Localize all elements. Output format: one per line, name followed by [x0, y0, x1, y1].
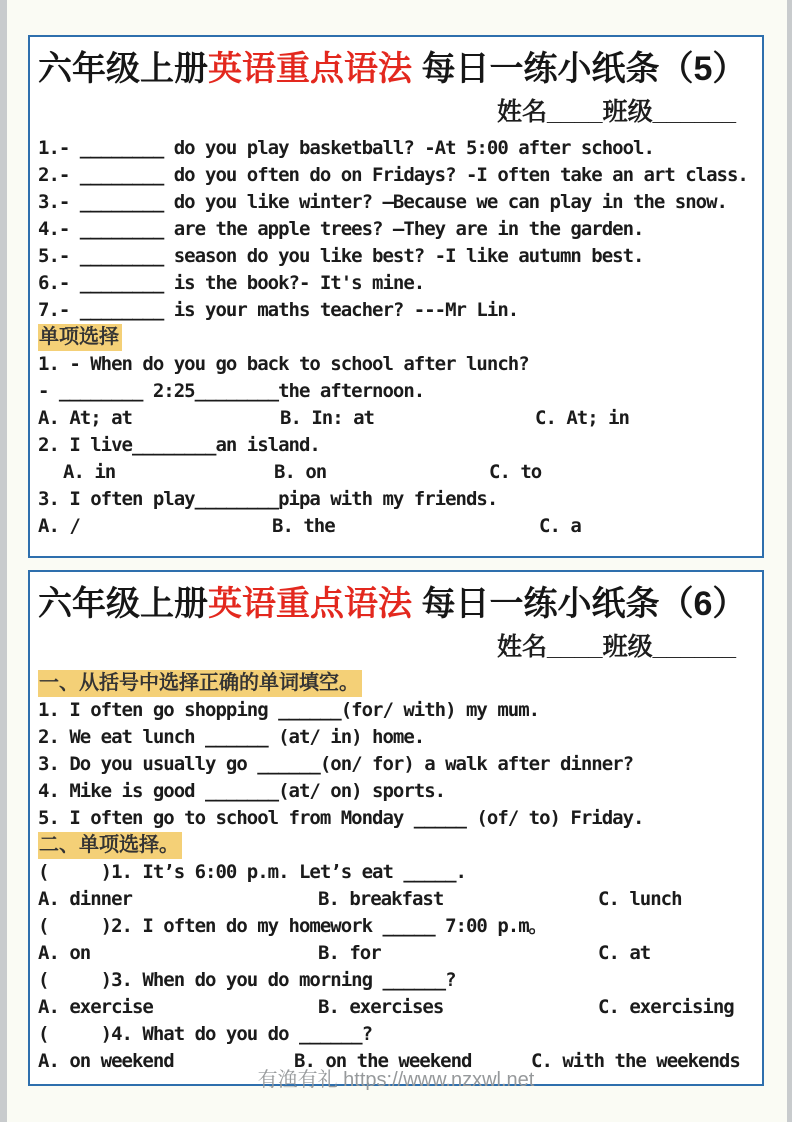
- mc-question-line: ( )2. I often do my homework _____ 7:00 p.m。: [38, 915, 547, 937]
- mc-option: B. on: [274, 461, 327, 483]
- fill-question-line: 1. I often go shopping ______(for/ with) my mum.: [38, 699, 540, 721]
- mc-option: A. on weekend: [38, 1050, 174, 1072]
- mc-option: A. /: [38, 515, 80, 537]
- page-edge-right: [787, 0, 792, 1122]
- mc-option: A. exercise: [38, 996, 153, 1018]
- fill-question-line: 5.- ________ season do you like best? -I like autumn best.: [38, 245, 644, 267]
- fill-question-line: 3.- ________ do you like winter? —Because we can play in the snow.: [38, 191, 727, 213]
- card6-title-rest: 每日一练小纸条（6）: [412, 585, 747, 623]
- card5-title-subject-red: 英语重点语法: [208, 50, 412, 88]
- mc-option: B. In: at: [280, 407, 374, 429]
- mc-option-row: [30, 513, 762, 540]
- card5-name-class-line: 姓名____班级______: [496, 98, 736, 126]
- mc-question-line: 2. I live________an island.: [38, 434, 320, 456]
- mc-option: B. exercises: [318, 996, 444, 1018]
- mc-option: A. At; at: [38, 407, 132, 429]
- mc-option: A. on: [38, 942, 91, 964]
- card6-name-class-line: 姓名____班级______: [496, 633, 736, 661]
- fill-question-line: 7.- ________ is your maths teacher? ---Mr Lin.: [38, 299, 519, 321]
- card5-section-header-row: [30, 324, 762, 351]
- fill-question-line: 3. Do you usually go ______(on/ for) a walk after dinner?: [38, 753, 634, 775]
- mc-option: C. a: [539, 515, 581, 537]
- card5-section-header: 单项选择: [38, 324, 122, 351]
- page-edge-left: [0, 0, 7, 1122]
- mc-option: B. breakfast: [318, 888, 444, 910]
- mc-question-line: ( )4. What do you do ______?: [38, 1023, 373, 1045]
- mc-option-row: [30, 459, 762, 486]
- mc-option: C. with the weekends: [531, 1050, 740, 1072]
- fill-question-line: 4.- ________ are the apple trees? —They are in the garden.: [38, 218, 644, 240]
- mc-option: C. lunch: [598, 888, 682, 910]
- worksheet-card-6: [28, 570, 764, 1086]
- mc-question-line: 1. - When do you go back to school after lunch?: [38, 353, 529, 375]
- mc-option: C. At; in: [535, 407, 629, 429]
- mc-option-row: [30, 886, 762, 913]
- mc-option: C. to: [489, 461, 542, 483]
- card6-section1-header-row: [30, 670, 762, 697]
- mc-option: B. for: [318, 942, 381, 964]
- card5-fill-question-list: [30, 135, 762, 324]
- card6-section1-header: 一、从括号中选择正确的单词填空。: [38, 670, 362, 697]
- fill-question-line: 6.- ________ is the book?- It's mine.: [38, 272, 425, 294]
- card6-title-grade: 六年级上册: [38, 585, 208, 623]
- mc-option: C. at: [598, 942, 651, 964]
- mc-option: A. dinner: [38, 888, 132, 910]
- mc-question-line: 3. I often play________pipa with my friends.: [38, 488, 498, 510]
- fill-question-line: 5. I often go to school from Monday _____ (of/ to) Friday.: [38, 807, 644, 829]
- card5-title-rest: 每日一练小纸条（5）: [412, 50, 747, 88]
- mc-question-line: ( )3. When do you do morning ______?: [38, 969, 456, 991]
- mc-option-row: [30, 994, 762, 1021]
- fill-question-line: 4. Mike is good _______(at/ on) sports.: [38, 780, 446, 802]
- watermark: 有渔有礼 https://www.nzxwl.net: [257, 1069, 535, 1091]
- fill-question-line: 1.- ________ do you play basketball? -At 5:00 after school.: [38, 137, 654, 159]
- card6-section2-header-row: [30, 832, 762, 859]
- card6-fill-question-list: [30, 697, 762, 832]
- fill-question-line: 2. We eat lunch ______ (at/ in) home.: [38, 726, 425, 748]
- card6-section2-header: 二、单项选择。: [38, 832, 182, 859]
- mc-option: C. exercising: [598, 996, 734, 1018]
- mc-option: B. on the weekend: [294, 1050, 472, 1072]
- card6-title: [30, 572, 762, 626]
- mc-question-line: ( )1. It’s 6:00 p.m. Let’s eat _____.: [38, 861, 466, 883]
- mc-option: B. the: [272, 515, 335, 537]
- fill-question-line: 2.- ________ do you often do on Fridays? -I often take an art class.: [38, 164, 748, 186]
- mc-option: A. in: [63, 461, 116, 483]
- card6-title-subject-red: 英语重点语法: [208, 585, 412, 623]
- card5-title-grade: 六年级上册: [38, 50, 208, 88]
- card5-title: [30, 37, 762, 91]
- mc-option-row: [30, 405, 762, 432]
- mc-question-line: - ________ 2:25________the afternoon.: [38, 380, 425, 402]
- mc-option-row: [30, 940, 762, 967]
- worksheet-card-5: [28, 35, 764, 558]
